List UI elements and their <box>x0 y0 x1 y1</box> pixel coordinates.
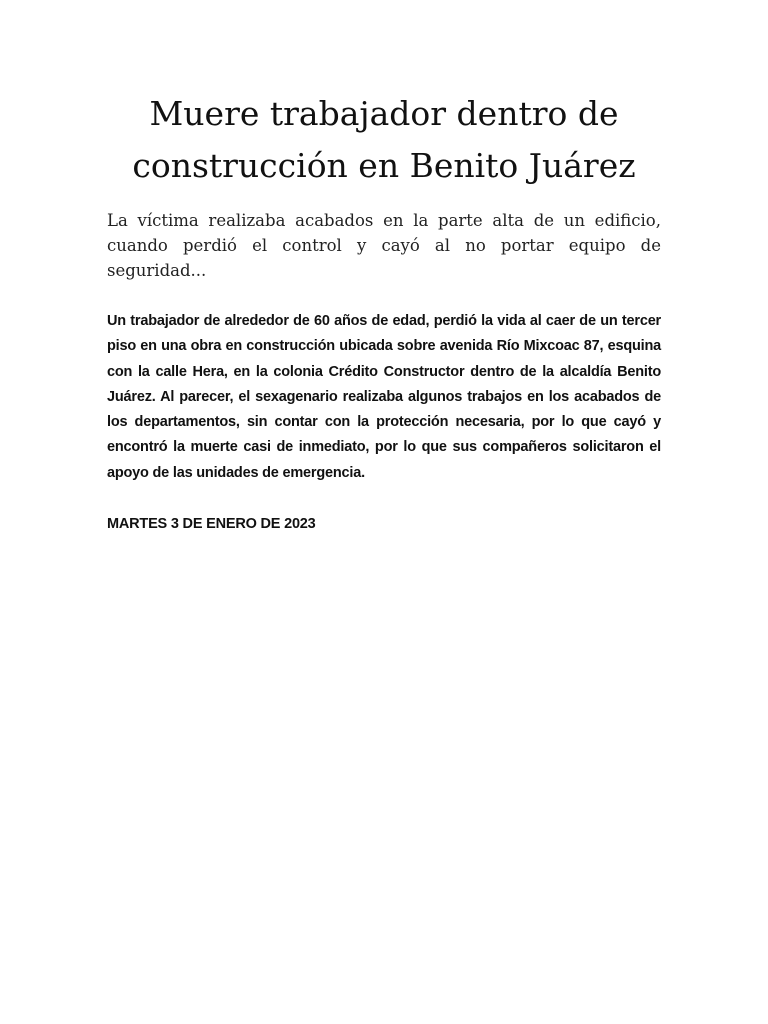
article-body: Un trabajador de alrededor de 60 años de edad, perdió la vida al caer de un tercer piso en una obra en construcción ubicada sobre avenida Río Mixcoac 87, esquina con la calle Hera, en la colonia Crédito Constructor dentro de la alcaldía Benito Juárez. Al parecer, el sexagenario realizaba algunos trabajos en los acabados de los departamentos, sin contar con la protección necesaria, por lo que cayó y encontró la muerte casi de inmediato, por lo que sus compañeros solicitaron el apoyo de las unidades de emergencia. <box>107 313 661 481</box>
article-headline: Muere trabajador dentro de construcción en Benito Juárez <box>132 94 636 185</box>
article-date: MARTES 3 DE ENERO DE 2023 <box>107 516 316 532</box>
article-lede: La víctima realizaba acabados en la parte alta de un edificio, cuando perdió el control y cayó al no portar equipo de seguridad... <box>107 211 661 280</box>
